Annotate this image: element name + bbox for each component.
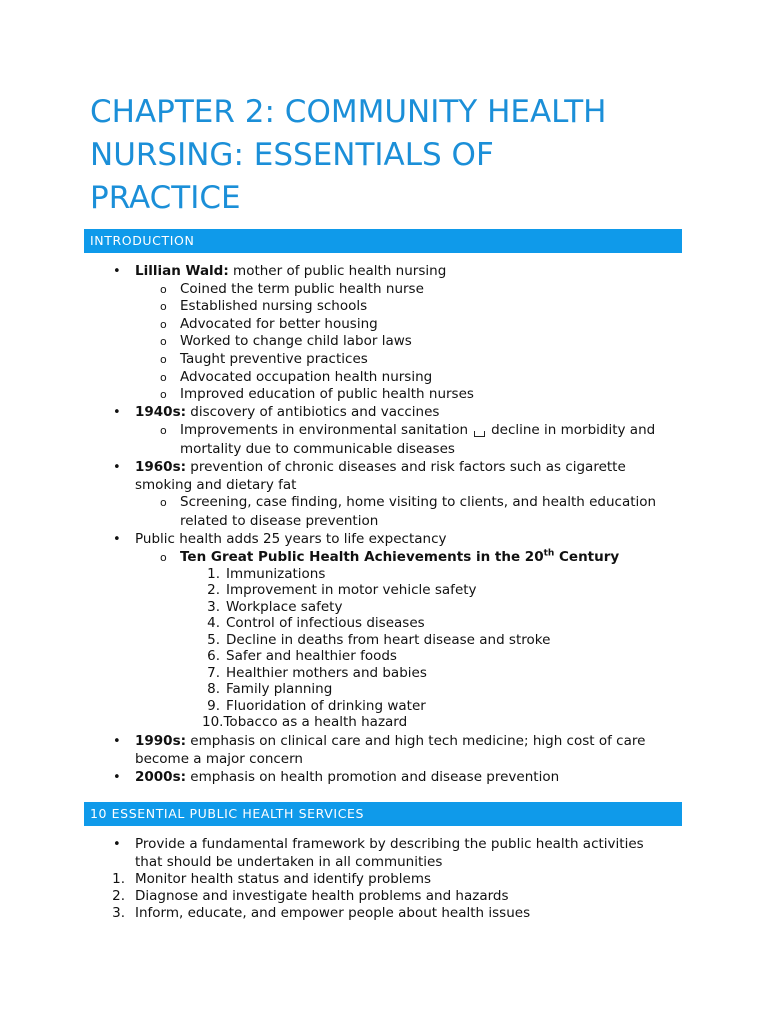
sub-item: Established nursing schools [180, 298, 368, 314]
list-number: 5. [207, 632, 220, 648]
sub-item-continued: related to disease prevention [180, 513, 379, 529]
achievement-item: Immunizations [226, 566, 326, 582]
text-wald: mother of public health nursing [228, 263, 447, 279]
label-2000s: 2000s: [135, 769, 187, 785]
bullet-icon: • [113, 837, 121, 852]
list-item-1960s: 1960s: prevention of chronic diseases and risk factors such as cigarette [135, 459, 626, 475]
sub-item: Worked to change child labor laws [180, 333, 412, 349]
achievement-item: Family planning [226, 681, 333, 697]
service-item: Diagnose and investigate health problems and hazards [135, 888, 509, 904]
sub-item: Advocated for better housing [180, 316, 378, 332]
bullet-icon: • [113, 405, 121, 420]
list-number: 1. [112, 871, 125, 887]
list-number: 3. [112, 905, 125, 921]
section-heading-introduction: INTRODUCTION [84, 229, 682, 253]
achievement-item: Safer and healthier foods [226, 648, 397, 664]
services-intro-continued: that should be undertaken in all communities [135, 854, 443, 870]
page-title [90, 91, 690, 220]
title-line-3: PRACTICE [90, 180, 241, 216]
sub-item-continued: mortality due to communicable diseases [180, 441, 455, 457]
circle-bullet-icon: o [160, 300, 167, 313]
list-number: 8. [207, 681, 220, 697]
sub-item: Coined the term public health nurse [180, 281, 424, 297]
list-item-1990s: 1990s: emphasis on clinical care and high tech medicine; high cost of care [135, 733, 646, 749]
label-wald: Lillian Wald: [135, 263, 229, 279]
bullet-icon: • [113, 460, 121, 475]
arrow-icon [474, 431, 485, 437]
circle-bullet-icon: o [160, 353, 167, 366]
achievement-item: Decline in deaths from heart disease and stroke [226, 632, 551, 648]
circle-bullet-icon: o [160, 335, 167, 348]
list-number: 6. [207, 648, 220, 664]
list-number: 2. [112, 888, 125, 904]
service-item: Inform, educate, and empower people about health issues [135, 905, 531, 921]
bullet-icon: • [113, 532, 121, 547]
list-item-continued: smoking and dietary fat [135, 477, 297, 493]
list-item-wald [135, 263, 446, 280]
bullet-icon: • [113, 770, 121, 785]
label-1940s: 1940s: [135, 404, 187, 420]
sub-item: Advocated occupation health nursing [180, 369, 433, 385]
list-item-1940s: 1940s: discovery of antibiotics and vaccines [135, 404, 440, 420]
list-item-life-expectancy: Public health adds 25 years to life expectancy [135, 531, 447, 547]
sub-item: Improvements in environmental sanitation decline in morbidity and [180, 422, 656, 438]
list-number: 4. [207, 615, 220, 631]
bullet-icon: • [113, 734, 121, 749]
achievement-item: Workplace safety [226, 599, 343, 615]
title-line-1: CHAPTER 2: COMMUNITY HEALTH [90, 94, 607, 130]
section-heading-services: 10 ESSENTIAL PUBLIC HEALTH SERVICES [84, 802, 682, 826]
circle-bullet-icon: o [160, 551, 167, 564]
sub-item: Screening, case finding, home visiting to clients, and health education [180, 494, 657, 510]
circle-bullet-icon: o [160, 371, 167, 384]
list-item-continued: become a major concern [135, 751, 303, 767]
sub-item: Improved education of public health nurses [180, 386, 474, 402]
achievement-item: Healthier mothers and babies [226, 665, 427, 681]
achievements-heading: Ten Great Public Health Achievements in the 20th Century [180, 548, 620, 565]
achievement-item-10: 10.Tobacco as a health hazard [202, 714, 408, 730]
circle-bullet-icon: o [160, 388, 167, 401]
circle-bullet-icon: o [160, 496, 167, 509]
sub-item: Taught preventive practices [180, 351, 368, 367]
list-item-2000s: 2000s: emphasis on health promotion and disease prevention [135, 769, 560, 785]
achievement-item: Control of infectious diseases [226, 615, 425, 631]
bullet-icon: • [113, 264, 121, 279]
service-item: Monitor health status and identify problems [135, 871, 432, 887]
services-intro: Provide a fundamental framework by describing the public health activities [135, 836, 644, 852]
circle-bullet-icon: o [160, 424, 167, 437]
list-number: 3. [207, 599, 220, 615]
achievement-item: Improvement in motor vehicle safety [226, 582, 477, 598]
list-number: 1. [207, 566, 220, 582]
list-number: 9. [207, 698, 220, 714]
list-number: 2. [207, 582, 220, 598]
circle-bullet-icon: o [160, 318, 167, 331]
label-1960s: 1960s: [135, 459, 187, 475]
achievement-item: Fluoridation of drinking water [226, 698, 426, 714]
title-line-2: NURSING: ESSENTIALS OF [90, 137, 494, 173]
circle-bullet-icon: o [160, 283, 167, 296]
list-number: 7. [207, 665, 220, 681]
label-1990s: 1990s: [135, 733, 187, 749]
